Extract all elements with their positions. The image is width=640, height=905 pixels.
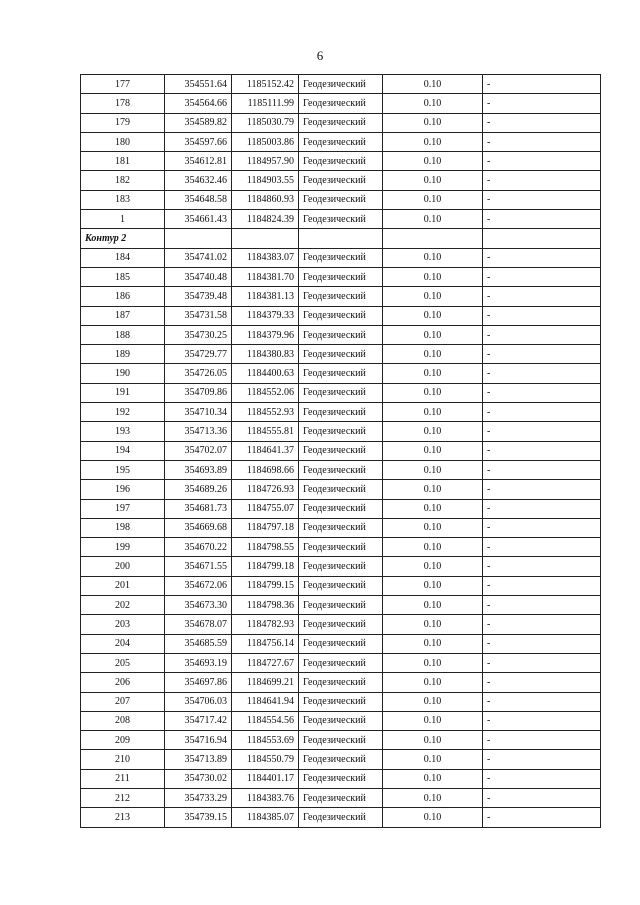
accuracy-cell: 0.10 [383,692,483,711]
page-number: 6 [316,48,324,63]
method-cell: Геодезический [299,518,383,537]
description-cell: - [483,364,601,383]
point-number-cell: 210 [81,750,165,769]
accuracy-cell: 0.10 [383,325,483,344]
x-coordinate-cell: 354713.36 [165,422,232,441]
point-number-cell: 200 [81,557,165,576]
y-coordinate-cell: 1184552.06 [232,383,299,402]
x-coordinate-cell: 354693.89 [165,460,232,479]
point-number-cell: 186 [81,287,165,306]
table-row [81,557,601,576]
point-number-cell: 178 [81,94,165,113]
x-coordinate-cell: 354740.48 [165,267,232,286]
y-coordinate-cell: 1184798.55 [232,538,299,557]
point-number-cell: 213 [81,808,165,827]
accuracy-cell: 0.10 [383,345,483,364]
x-coordinate-cell: 354739.48 [165,287,232,306]
section-row [81,229,601,248]
table-row [81,576,601,595]
method-cell: Геодезический [299,596,383,615]
point-number-cell: 206 [81,673,165,692]
accuracy-cell: 0.10 [383,190,483,209]
accuracy-cell: 0.10 [383,422,483,441]
table-row [81,267,601,286]
table-row [81,788,601,807]
x-coordinate-cell: 354678.07 [165,615,232,634]
accuracy-cell: 0.10 [383,403,483,422]
point-number-cell: 196 [81,480,165,499]
x-coordinate-cell: 354730.25 [165,325,232,344]
section-label: Контур 2 [81,229,165,248]
y-coordinate-cell: 1185003.86 [232,132,299,151]
description-cell: - [483,325,601,344]
y-coordinate-cell: 1184797.18 [232,518,299,537]
method-cell: Геодезический [299,673,383,692]
method-cell: Геодезический [299,808,383,827]
point-number-cell: 183 [81,190,165,209]
table-row [81,518,601,537]
x-coordinate-cell: 354689.26 [165,480,232,499]
y-coordinate-cell: 1184381.13 [232,287,299,306]
description-cell: - [483,557,601,576]
table-row [81,731,601,750]
x-coordinate-cell: 354672.06 [165,576,232,595]
method-cell: Геодезический [299,171,383,190]
point-number-cell: 177 [81,75,165,94]
x-coordinate-cell: 354632.46 [165,171,232,190]
description-cell: - [483,711,601,730]
x-coordinate-cell: 354671.55 [165,557,232,576]
description-cell: - [483,113,601,132]
empty-cell [165,229,232,248]
y-coordinate-cell: 1184401.17 [232,769,299,788]
x-coordinate-cell: 354681.73 [165,499,232,518]
table-row [81,248,601,267]
x-coordinate-cell: 354726.05 [165,364,232,383]
accuracy-cell: 0.10 [383,210,483,229]
description-cell: - [483,75,601,94]
x-coordinate-cell: 354669.68 [165,518,232,537]
method-cell: Геодезический [299,364,383,383]
method-cell: Геодезический [299,210,383,229]
table-row [81,441,601,460]
method-cell: Геодезический [299,306,383,325]
y-coordinate-cell: 1184727.67 [232,653,299,672]
table-row [81,711,601,730]
y-coordinate-cell: 1185111.99 [232,94,299,113]
method-cell: Геодезический [299,711,383,730]
method-cell: Геодезический [299,576,383,595]
table-row [81,364,601,383]
method-cell: Геодезический [299,287,383,306]
y-coordinate-cell: 1184552.93 [232,403,299,422]
description-cell: - [483,383,601,402]
y-coordinate-cell: 1184799.18 [232,557,299,576]
point-number-cell: 181 [81,152,165,171]
accuracy-cell: 0.10 [383,113,483,132]
accuracy-cell: 0.10 [383,538,483,557]
empty-cell [232,229,299,248]
table-row [81,634,601,653]
point-number-cell: 179 [81,113,165,132]
method-cell: Геодезический [299,190,383,209]
description-cell: - [483,422,601,441]
x-coordinate-cell: 354739.15 [165,808,232,827]
point-number-cell: 194 [81,441,165,460]
method-cell: Геодезический [299,692,383,711]
description-cell: - [483,267,601,286]
accuracy-cell: 0.10 [383,364,483,383]
y-coordinate-cell: 1184641.37 [232,441,299,460]
table-row [81,750,601,769]
method-cell: Геодезический [299,345,383,364]
accuracy-cell: 0.10 [383,731,483,750]
x-coordinate-cell: 354551.64 [165,75,232,94]
x-coordinate-cell: 354729.77 [165,345,232,364]
accuracy-cell: 0.10 [383,248,483,267]
y-coordinate-cell: 1184379.33 [232,306,299,325]
table-row [81,808,601,827]
table-row [81,403,601,422]
x-coordinate-cell: 354597.66 [165,132,232,151]
table-row [81,306,601,325]
x-coordinate-cell: 354741.02 [165,248,232,267]
point-number-cell: 209 [81,731,165,750]
accuracy-cell: 0.10 [383,94,483,113]
table-row [81,171,601,190]
x-coordinate-cell: 354589.82 [165,113,232,132]
point-number-cell: 193 [81,422,165,441]
method-cell: Геодезический [299,75,383,94]
point-number-cell: 212 [81,788,165,807]
table-row [81,345,601,364]
y-coordinate-cell: 1184903.55 [232,171,299,190]
y-coordinate-cell: 1185152.42 [232,75,299,94]
y-coordinate-cell: 1184755.07 [232,499,299,518]
x-coordinate-cell: 354733.29 [165,788,232,807]
description-cell: - [483,248,601,267]
x-coordinate-cell: 354716.94 [165,731,232,750]
y-coordinate-cell: 1184798.36 [232,596,299,615]
point-number-cell: 185 [81,267,165,286]
point-number-cell: 184 [81,248,165,267]
method-cell: Геодезический [299,731,383,750]
x-coordinate-cell: 354709.86 [165,383,232,402]
table-row [81,113,601,132]
accuracy-cell: 0.10 [383,287,483,306]
table-row [81,422,601,441]
accuracy-cell: 0.10 [383,711,483,730]
method-cell: Геодезический [299,441,383,460]
point-number-cell: 1 [81,210,165,229]
x-coordinate-cell: 354717.42 [165,711,232,730]
point-number-cell: 199 [81,538,165,557]
description-cell: - [483,615,601,634]
x-coordinate-cell: 354685.59 [165,634,232,653]
description-cell: - [483,692,601,711]
point-number-cell: 201 [81,576,165,595]
x-coordinate-cell: 354710.34 [165,403,232,422]
table-row [81,152,601,171]
method-cell: Геодезический [299,94,383,113]
table-row [81,653,601,672]
method-cell: Геодезический [299,152,383,171]
y-coordinate-cell: 1184383.07 [232,248,299,267]
x-coordinate-cell: 354693.19 [165,653,232,672]
description-cell: - [483,210,601,229]
accuracy-cell: 0.10 [383,808,483,827]
point-number-cell: 205 [81,653,165,672]
point-number-cell: 182 [81,171,165,190]
description-cell: - [483,306,601,325]
description-cell: - [483,808,601,827]
method-cell: Геодезический [299,538,383,557]
table-row [81,596,601,615]
accuracy-cell: 0.10 [383,557,483,576]
y-coordinate-cell: 1185030.79 [232,113,299,132]
coordinates-table [80,74,601,828]
accuracy-cell: 0.10 [383,788,483,807]
accuracy-cell: 0.10 [383,769,483,788]
method-cell: Геодезический [299,615,383,634]
y-coordinate-cell: 1184550.79 [232,750,299,769]
table-row [81,538,601,557]
x-coordinate-cell: 354713.89 [165,750,232,769]
point-number-cell: 180 [81,132,165,151]
x-coordinate-cell: 354670.22 [165,538,232,557]
table-row [81,383,601,402]
table-row [81,75,601,94]
description-cell: - [483,403,601,422]
method-cell: Геодезический [299,750,383,769]
description-cell: - [483,653,601,672]
table-row [81,190,601,209]
y-coordinate-cell: 1184381.70 [232,267,299,286]
point-number-cell: 195 [81,460,165,479]
method-cell: Геодезический [299,480,383,499]
accuracy-cell: 0.10 [383,653,483,672]
method-cell: Геодезический [299,383,383,402]
accuracy-cell: 0.10 [383,499,483,518]
point-number-cell: 197 [81,499,165,518]
x-coordinate-cell: 354564.66 [165,94,232,113]
description-cell: - [483,171,601,190]
y-coordinate-cell: 1184379.96 [232,325,299,344]
point-number-cell: 203 [81,615,165,634]
y-coordinate-cell: 1184380.83 [232,345,299,364]
y-coordinate-cell: 1184782.93 [232,615,299,634]
y-coordinate-cell: 1184698.66 [232,460,299,479]
method-cell: Геодезический [299,132,383,151]
y-coordinate-cell: 1184799.15 [232,576,299,595]
accuracy-cell: 0.10 [383,383,483,402]
point-number-cell: 188 [81,325,165,344]
description-cell: - [483,190,601,209]
description-cell: - [483,518,601,537]
accuracy-cell: 0.10 [383,673,483,692]
y-coordinate-cell: 1184699.21 [232,673,299,692]
accuracy-cell: 0.10 [383,596,483,615]
table-row [81,325,601,344]
x-coordinate-cell: 354697.86 [165,673,232,692]
method-cell: Геодезический [299,499,383,518]
description-cell: - [483,576,601,595]
method-cell: Геодезический [299,769,383,788]
point-number-cell: 190 [81,364,165,383]
empty-cell [299,229,383,248]
x-coordinate-cell: 354706.03 [165,692,232,711]
x-coordinate-cell: 354731.58 [165,306,232,325]
y-coordinate-cell: 1184400.63 [232,364,299,383]
point-number-cell: 191 [81,383,165,402]
table-row [81,769,601,788]
y-coordinate-cell: 1184860.93 [232,190,299,209]
description-cell: - [483,769,601,788]
accuracy-cell: 0.10 [383,750,483,769]
accuracy-cell: 0.10 [383,634,483,653]
table-row [81,673,601,692]
accuracy-cell: 0.10 [383,615,483,634]
description-cell: - [483,788,601,807]
method-cell: Геодезический [299,460,383,479]
y-coordinate-cell: 1184824.39 [232,210,299,229]
point-number-cell: 198 [81,518,165,537]
table-row [81,480,601,499]
y-coordinate-cell: 1184641.94 [232,692,299,711]
description-cell: - [483,596,601,615]
empty-cell [383,229,483,248]
point-number-cell: 208 [81,711,165,730]
accuracy-cell: 0.10 [383,518,483,537]
table-row [81,210,601,229]
x-coordinate-cell: 354661.43 [165,210,232,229]
method-cell: Геодезический [299,422,383,441]
x-coordinate-cell: 354612.81 [165,152,232,171]
description-cell: - [483,460,601,479]
accuracy-cell: 0.10 [383,152,483,171]
description-cell: - [483,287,601,306]
table-row [81,692,601,711]
y-coordinate-cell: 1184553.69 [232,731,299,750]
y-coordinate-cell: 1184385.07 [232,808,299,827]
y-coordinate-cell: 1184555.81 [232,422,299,441]
description-cell: - [483,499,601,518]
method-cell: Геодезический [299,267,383,286]
accuracy-cell: 0.10 [383,480,483,499]
point-number-cell: 192 [81,403,165,422]
table-row [81,94,601,113]
point-number-cell: 202 [81,596,165,615]
table-row [81,499,601,518]
table-row [81,287,601,306]
method-cell: Геодезический [299,248,383,267]
point-number-cell: 204 [81,634,165,653]
description-cell: - [483,441,601,460]
accuracy-cell: 0.10 [383,171,483,190]
y-coordinate-cell: 1184383.76 [232,788,299,807]
description-cell: - [483,634,601,653]
x-coordinate-cell: 354730.02 [165,769,232,788]
x-coordinate-cell: 354648.58 [165,190,232,209]
y-coordinate-cell: 1184957.90 [232,152,299,171]
point-number-cell: 187 [81,306,165,325]
method-cell: Геодезический [299,788,383,807]
accuracy-cell: 0.10 [383,306,483,325]
accuracy-cell: 0.10 [383,267,483,286]
method-cell: Геодезический [299,113,383,132]
x-coordinate-cell: 354702.07 [165,441,232,460]
accuracy-cell: 0.10 [383,132,483,151]
method-cell: Геодезический [299,403,383,422]
method-cell: Геодезический [299,634,383,653]
point-number-cell: 211 [81,769,165,788]
description-cell: - [483,345,601,364]
point-number-cell: 207 [81,692,165,711]
method-cell: Геодезический [299,325,383,344]
description-cell: - [483,480,601,499]
description-cell: - [483,673,601,692]
description-cell: - [483,731,601,750]
coordinates-table-body [81,75,601,828]
accuracy-cell: 0.10 [383,460,483,479]
y-coordinate-cell: 1184756.14 [232,634,299,653]
table-row [81,132,601,151]
table-row [81,615,601,634]
point-number-cell: 189 [81,345,165,364]
method-cell: Геодезический [299,653,383,672]
accuracy-cell: 0.10 [383,75,483,94]
empty-cell [483,229,601,248]
table-row [81,460,601,479]
description-cell: - [483,538,601,557]
y-coordinate-cell: 1184726.93 [232,480,299,499]
accuracy-cell: 0.10 [383,441,483,460]
description-cell: - [483,132,601,151]
description-cell: - [483,152,601,171]
y-coordinate-cell: 1184554.56 [232,711,299,730]
accuracy-cell: 0.10 [383,576,483,595]
description-cell: - [483,750,601,769]
method-cell: Геодезический [299,557,383,576]
description-cell: - [483,94,601,113]
x-coordinate-cell: 354673.30 [165,596,232,615]
